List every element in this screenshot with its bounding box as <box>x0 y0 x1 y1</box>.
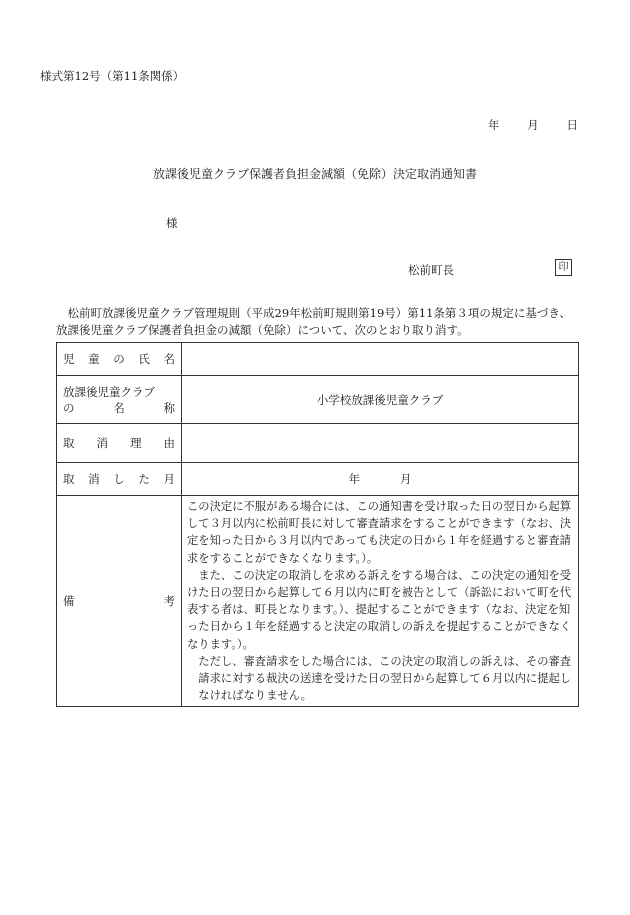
form-number: 様式第12号（第11条関係） <box>40 69 185 83</box>
reason-value[interactable] <box>182 424 579 463</box>
label-char: 取 <box>63 436 75 450</box>
month-value[interactable] <box>182 463 579 496</box>
label-char: の <box>63 400 75 415</box>
date-month-label: 月 <box>527 118 539 132</box>
label-char: 取 <box>63 472 75 486</box>
remarks-paragraph-3-text: ただし、審査請求をした場合には、この決定の取消しの訴えは、その審査請求に対する裁決の送達を受けた日の翌日から起算して６月以内に提起しなければなりません。 <box>198 654 572 703</box>
remarks-label <box>57 496 182 707</box>
remarks-label-right: 考 <box>163 594 175 609</box>
remarks-label-text <box>63 593 175 609</box>
label-char: 消 <box>88 472 100 486</box>
label-char: た <box>138 472 150 486</box>
label-char: 児 <box>63 352 75 366</box>
label-char: 理 <box>130 436 142 450</box>
document-title: 放課後児童クラブ保護者負担金減額（免除）決定取消通知書 <box>152 167 477 181</box>
remarks-paragraph-1: この決定に不服がある場合には、この通知書を受け取った日の翌日から起算して３月以内に松前町長に対して審査請求をすることができます（なお、決定を知った日から３月以内であっても決定の日から１年を経過すると審査請求をすることができなくなります。）。 <box>187 500 572 565</box>
club-name-value[interactable]: 小学校放課後児童クラブ <box>182 376 579 424</box>
intro-paragraph: 松前町放課後児童クラブ管理規則（平成29年松前町規則第19号）第11条第３項の規定に基づき、放課後児童クラブ保護者負担金の減額（免除）について、次のとおり取り消す。 <box>56 306 571 337</box>
notice-form-table <box>56 342 579 707</box>
recipient-suffix: 様 <box>166 216 178 230</box>
row-child-name <box>57 343 579 376</box>
remarks-value <box>182 496 579 707</box>
label-char: 童 <box>88 352 100 366</box>
label-char: 名 <box>163 352 175 366</box>
label-char: の <box>113 352 125 366</box>
month-value-month: 月 <box>400 472 412 486</box>
label-char: 消 <box>96 436 108 450</box>
label-char: 名 <box>113 400 125 415</box>
row-remarks <box>57 496 579 707</box>
remarks-paragraph-3 <box>187 653 574 705</box>
club-name-label-line2 <box>63 400 175 416</box>
issuer-name: 松前町長 <box>408 263 454 277</box>
row-month <box>57 463 579 496</box>
seal-mark: 印 <box>555 259 572 276</box>
month-label-text <box>63 471 175 487</box>
month-value-year: 年 <box>348 472 360 486</box>
club-name-label-line1: 放課後児童クラブ <box>63 384 155 399</box>
label-char: 氏 <box>138 352 150 366</box>
month-label <box>57 463 182 496</box>
reason-label <box>57 424 182 463</box>
date-year-label: 年 <box>488 118 500 132</box>
label-char: 月 <box>163 472 175 486</box>
child-name-label-text <box>63 351 175 367</box>
date-day-label: 日 <box>566 118 578 132</box>
child-name-value[interactable] <box>182 343 579 376</box>
child-name-label <box>57 343 182 376</box>
row-reason <box>57 424 579 463</box>
label-char: 称 <box>163 400 175 415</box>
club-name-label <box>57 376 182 424</box>
remarks-label-left: 備 <box>63 594 75 609</box>
remarks-paragraph-2: また、この決定の取消しを求める訴えをする場合は、この決定の通知を受けた日の翌日から起算して６月以内に町を被告として（訴訟において町を代表する者は、町長となります。）、提起することができます（なお、決定を知った日から１年を経過すると決定の取消しの訴えを提起することができなくなります。）。 <box>187 568 572 651</box>
date-line <box>488 117 578 133</box>
label-char: し <box>113 472 125 486</box>
reason-label-text <box>63 435 175 451</box>
row-club-name <box>57 376 579 424</box>
label-char: 由 <box>163 436 175 450</box>
